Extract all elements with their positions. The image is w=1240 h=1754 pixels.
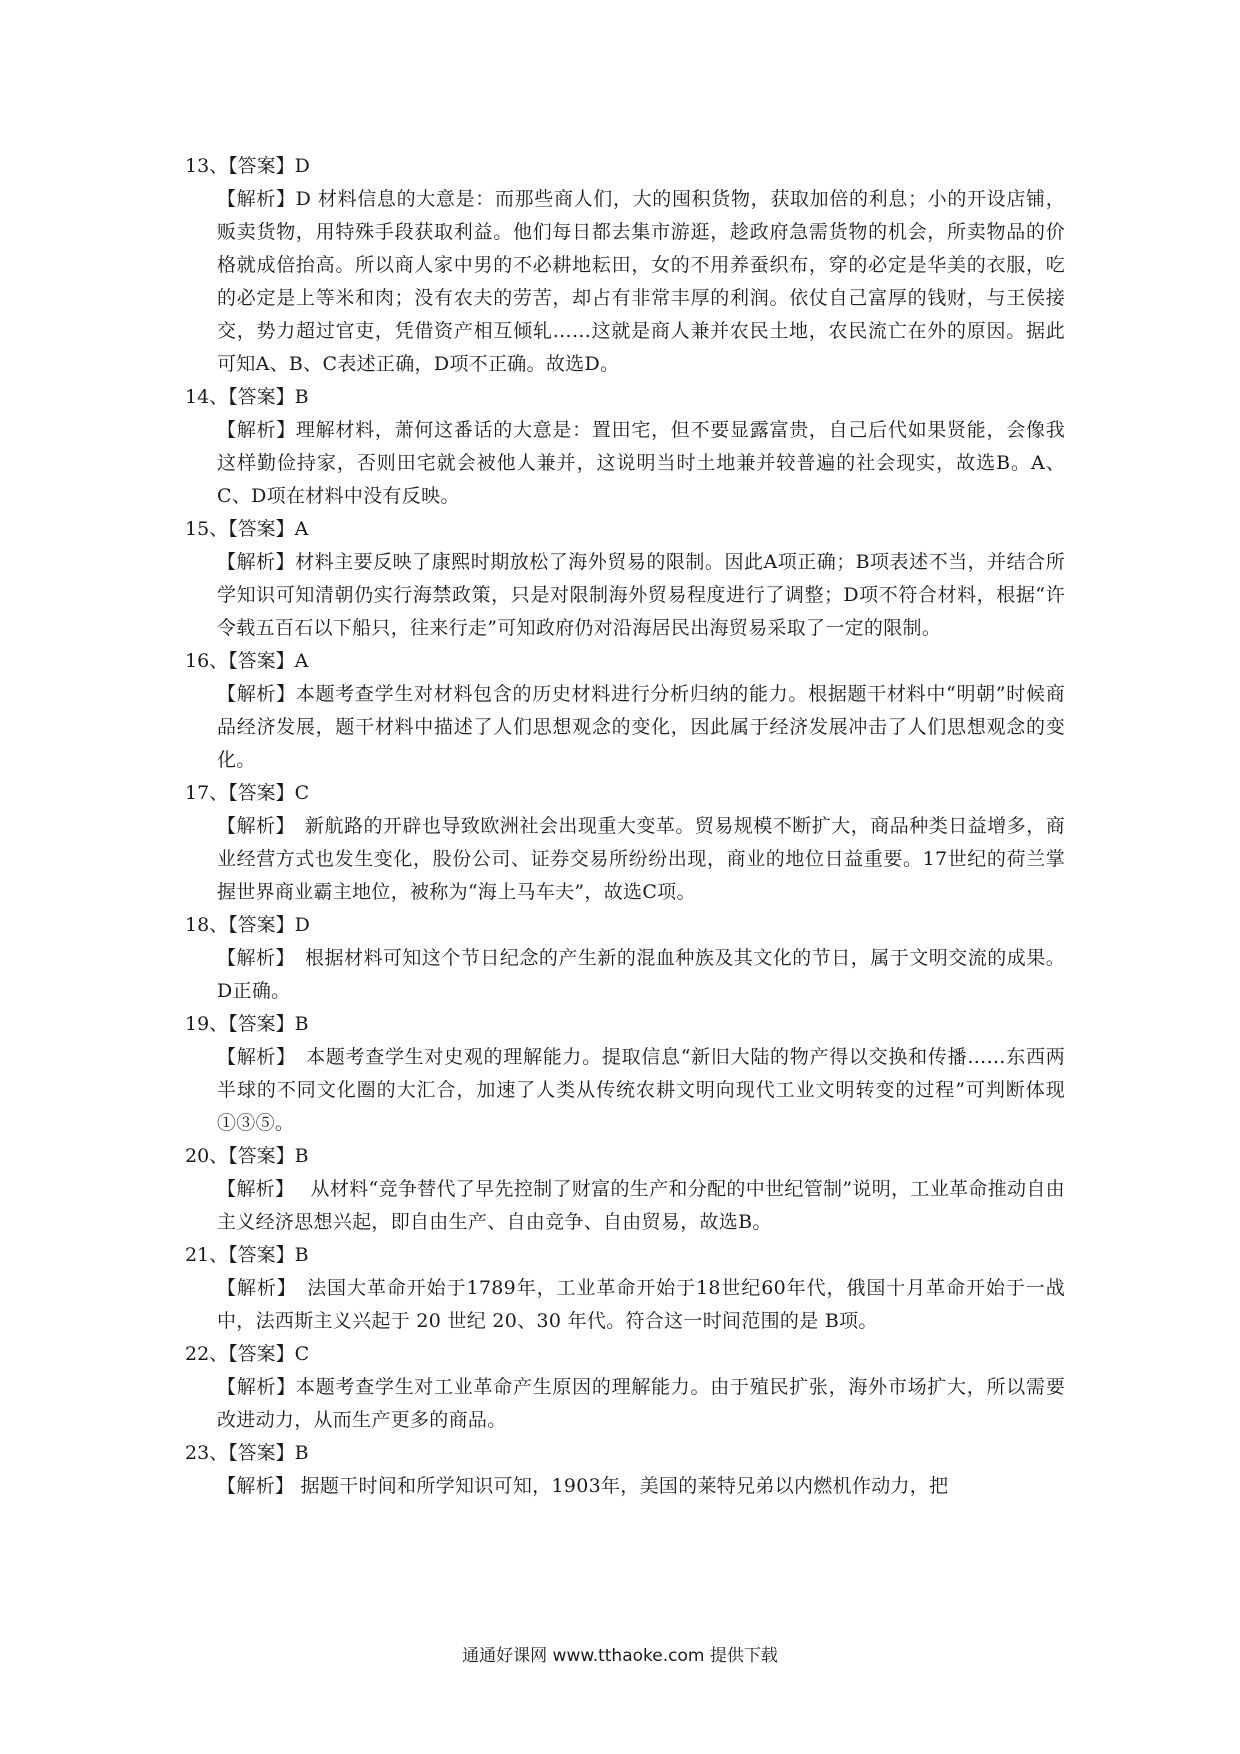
answer-item-19 [185,1008,1065,1140]
answer-label: 19、【答案】B [185,1013,309,1035]
answer-label: 18、【答案】D [185,914,310,936]
answer-label: 14、【答案】B [185,386,309,408]
answer-item-15 [185,513,1065,645]
answer-label: 23、【答案】B [185,1442,309,1464]
answer-item-18 [185,909,1065,1008]
answer-item-23 [185,1437,1065,1503]
answer-label: 17、【答案】C [185,782,310,804]
answer-label: 22、【答案】C [185,1343,310,1365]
analysis-text: 【解析】 法国大革命开始于1789年，工业革命开始于18世纪60年代，俄国十月革命开始于一战中，法西斯主义兴起于 20 世纪 20、30 年代。符合这一时间范围的是 B项。 [217,1277,1065,1332]
answer-list [185,150,1065,1503]
answer-label: 16、【答案】A [185,650,309,672]
analysis-text: 【解析】D 材料信息的大意是：而那些商人们，大的囤积货物，获取加倍的利息；小的开设店铺，贩卖货物，用特殊手段获取利益。他们每日都去集市游逛，趁政府急需货物的机会，所卖物品的价格就成倍抬高。所以商人家中男的不必耕地耘田，女的不用养蚕织布，穿的必定是华美的衣服，吃的必定是上等米和肉；没有农夫的劳苦，却占有非常丰厚的利润。依仗自己富厚的钱财，与王侯接交，势力超过官吏，凭借资产相互倾轧……这就是商人兼并农民土地，农民流亡在外的原因。据此可知A、B、C表述正确，D项不正确。故选D。 [217,188,1065,375]
answer-item-22 [185,1338,1065,1437]
analysis-text: 【解析】材料主要反映了康熙时期放松了海外贸易的限制。因此A项正确；B项表述不当，并结合所学知识可知清朝仍实行海禁政策，只是对限制海外贸易程度进行了调整；D项不符合材料，根据“许令载五百石以下船只，往来行走”可知政府仍对沿海居民出海贸易采取了一定的限制。 [217,551,1065,639]
analysis-text: 【解析】 本题考查学生对史观的理解能力。提取信息“新旧大陆的物产得以交换和传播……东西两半球的不同文化圈的大汇合，加速了人类从传统农耕文明向现代工业文明转变的过程”可判断体现①③⑤。 [217,1046,1065,1134]
analysis-text: 【解析】本题考查学生对工业革命产生原因的理解能力。由于殖民扩张，海外市场扩大，所以需要改进动力，从而生产更多的商品。 [217,1376,1065,1431]
answer-label: 13、【答案】D [185,155,310,177]
page-footer: 通通好课网 www.tthaoke.com 提供下载 [462,1646,778,1666]
answer-label: 20、【答案】B [185,1145,309,1167]
answer-item-20 [185,1140,1065,1239]
analysis-text: 【解析】理解材料，萧何这番话的大意是：置田宅，但不要显露富贵，自己后代如果贤能，会像我这样勤俭持家，否则田宅就会被他人兼并，这说明当时土地兼并较普遍的社会现实，故选B。A、C、D项在材料中没有反映。 [217,419,1065,507]
analysis-text: 【解析】本题考查学生对材料包含的历史材料进行分析归纳的能力。根据题干材料中“明朝”时候商品经济发展，题干材料中描述了人们思想观念的变化，因此属于经济发展冲击了人们思想观念的变化。 [217,683,1065,771]
analysis-text: 【解析】 根据材料可知这个节日纪念的产生新的混血种族及其文化的节日，属于文明交流的成果。D正确。 [217,947,1065,1002]
answer-label: 21、【答案】B [185,1244,309,1266]
answer-item-13 [185,150,1065,381]
answer-label: 15、【答案】A [185,518,309,540]
answer-item-21 [185,1239,1065,1338]
answer-item-14 [185,381,1065,513]
analysis-text: 【解析】 从材料“竞争替代了早先控制了财富的生产和分配的中世纪管制”说明，工业革命推动自由主义经济思想兴起，即自由生产、自由竞争、自由贸易，故选B。 [217,1178,1065,1233]
analysis-text: 【解析】 据题干时间和所学知识可知，1903年，美国的莱特兄弟以内燃机作动力，把 [217,1475,949,1497]
answer-item-16 [185,645,1065,777]
analysis-text: 【解析】 新航路的开辟也导致欧洲社会出现重大变革。贸易规模不断扩大，商品种类日益增多，商业经营方式也发生变化，股份公司、证券交易所纷纷出现，商业的地位日益重要。17世纪的荷兰掌握世界商业霸主地位，被称为“海上马车夫”，故选C项。 [217,815,1065,903]
answer-item-17 [185,777,1065,909]
